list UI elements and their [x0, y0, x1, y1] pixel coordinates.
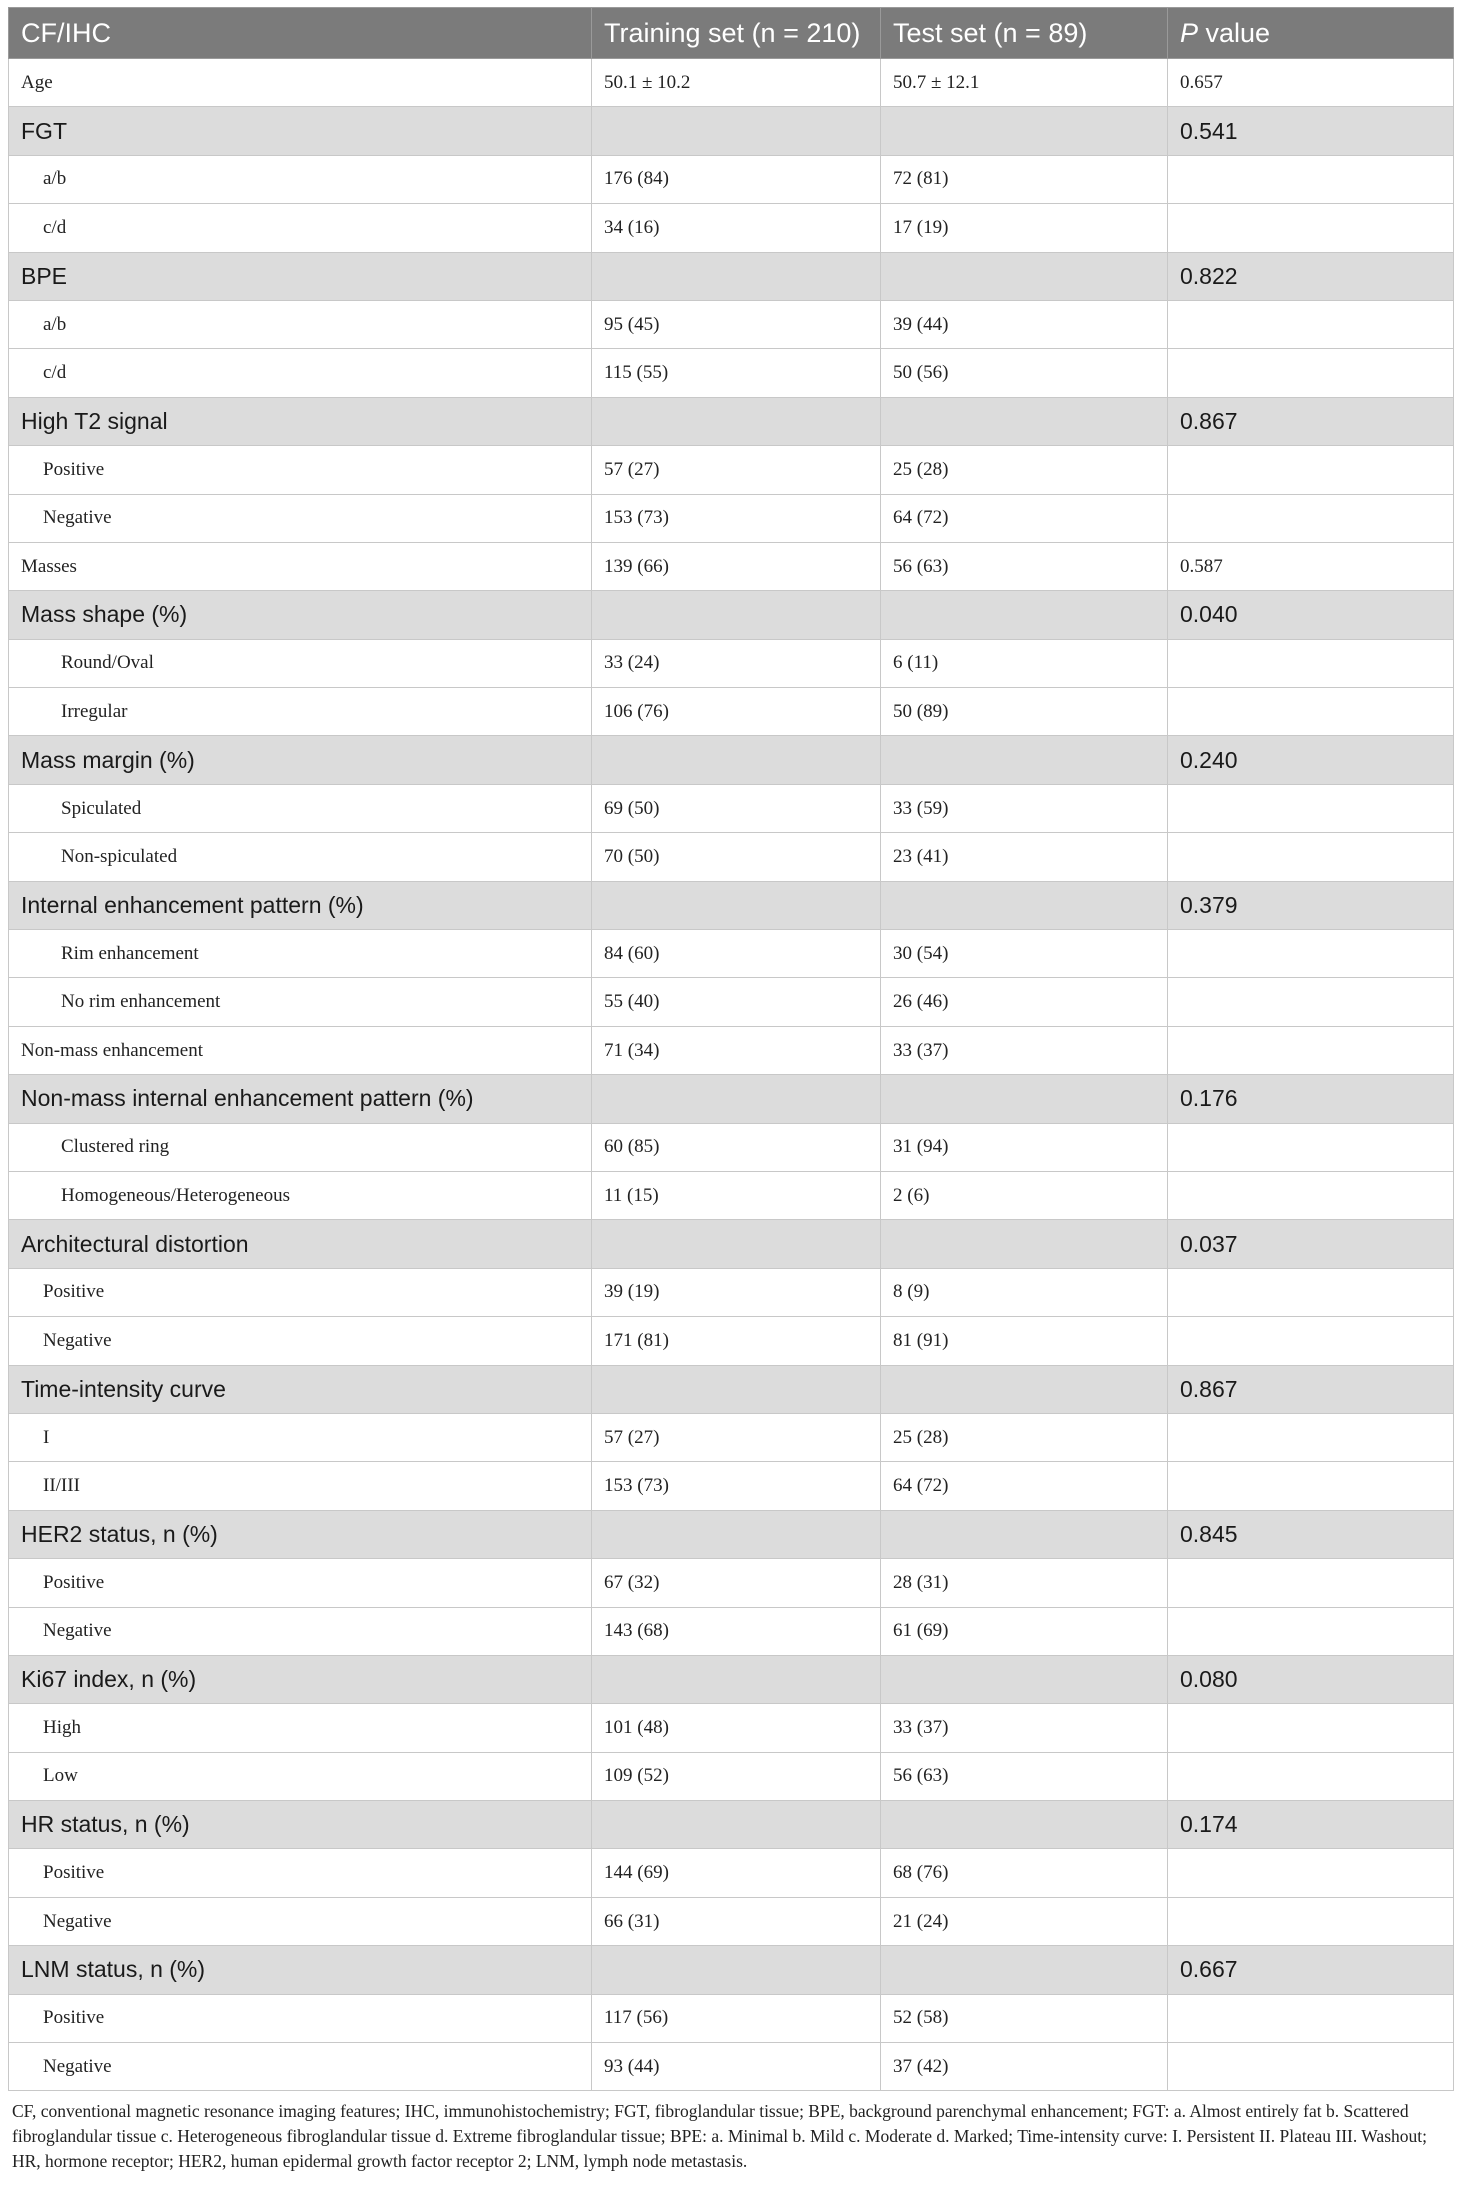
table-container — [8, 7, 1453, 2174]
test-set-value — [881, 1946, 1168, 1994]
p-value — [1168, 1559, 1454, 1607]
row-label: a/b — [9, 155, 592, 203]
test-set-value: 56 (63) — [881, 542, 1168, 590]
row-label: Non-mass enhancement — [9, 1026, 592, 1074]
p-value — [1168, 639, 1454, 687]
training-set-value: 34 (16) — [592, 204, 881, 252]
table-section-row — [9, 1801, 1454, 1849]
table-row — [9, 1123, 1454, 1171]
table-row — [9, 1849, 1454, 1897]
p-value: 0.176 — [1168, 1075, 1454, 1123]
p-value — [1168, 494, 1454, 542]
table-section-row — [9, 1655, 1454, 1703]
p-value: 0.587 — [1168, 542, 1454, 590]
p-value — [1168, 1026, 1454, 1074]
training-set-value: 106 (76) — [592, 688, 881, 736]
p-value: 0.867 — [1168, 397, 1454, 445]
test-set-value: 17 (19) — [881, 204, 1168, 252]
training-set-value — [592, 1801, 881, 1849]
table-row — [9, 2043, 1454, 2091]
row-label: I — [9, 1413, 592, 1461]
row-label: Positive — [9, 1849, 592, 1897]
training-set-value: 33 (24) — [592, 639, 881, 687]
row-label: LNM status, n (%) — [9, 1946, 592, 1994]
table-section-row — [9, 591, 1454, 639]
table-section-row — [9, 1365, 1454, 1413]
table-row — [9, 59, 1454, 107]
row-label: Negative — [9, 2043, 592, 2091]
p-value — [1168, 1849, 1454, 1897]
test-set-value: 30 (54) — [881, 930, 1168, 978]
row-label: HR status, n (%) — [9, 1801, 592, 1849]
test-set-value: 64 (72) — [881, 494, 1168, 542]
training-set-value: 57 (27) — [592, 1413, 881, 1461]
row-label: Mass margin (%) — [9, 736, 592, 784]
training-set-value — [592, 1510, 881, 1558]
test-set-value: 26 (46) — [881, 978, 1168, 1026]
row-label: Rim enhancement — [9, 930, 592, 978]
p-value: 0.541 — [1168, 107, 1454, 155]
table-row — [9, 1897, 1454, 1945]
row-label: Round/Oval — [9, 639, 592, 687]
row-label: Low — [9, 1752, 592, 1800]
p-value — [1168, 1123, 1454, 1171]
p-value-suffix: value — [1198, 17, 1271, 48]
p-value — [1168, 930, 1454, 978]
test-set-value: 37 (42) — [881, 2043, 1168, 2091]
training-set-value — [592, 591, 881, 639]
p-value — [1168, 1413, 1454, 1461]
row-label: Negative — [9, 1897, 592, 1945]
p-value: 0.037 — [1168, 1220, 1454, 1268]
table-row — [9, 1607, 1454, 1655]
p-value: 0.822 — [1168, 252, 1454, 300]
table-row — [9, 639, 1454, 687]
p-value — [1168, 1317, 1454, 1365]
training-set-value: 84 (60) — [592, 930, 881, 978]
row-label: Age — [9, 59, 592, 107]
row-label: FGT — [9, 107, 592, 155]
training-set-value: 66 (31) — [592, 1897, 881, 1945]
row-label: II/III — [9, 1462, 592, 1510]
p-value — [1168, 1994, 1454, 2042]
p-value — [1168, 349, 1454, 397]
test-set-value — [881, 1075, 1168, 1123]
row-label: Internal enhancement pattern (%) — [9, 881, 592, 929]
table-row — [9, 446, 1454, 494]
row-label: Ki67 index, n (%) — [9, 1655, 592, 1703]
row-label: HER2 status, n (%) — [9, 1510, 592, 1558]
table-row — [9, 349, 1454, 397]
test-set-value — [881, 1655, 1168, 1703]
training-set-value: 153 (73) — [592, 494, 881, 542]
test-set-value — [881, 1510, 1168, 1558]
row-label: Clustered ring — [9, 1123, 592, 1171]
test-set-value: 21 (24) — [881, 1897, 1168, 1945]
table-row — [9, 1171, 1454, 1219]
table-section-row — [9, 1075, 1454, 1123]
training-set-value: 39 (19) — [592, 1268, 881, 1316]
row-label: Positive — [9, 1994, 592, 2042]
test-set-value: 50.7 ± 12.1 — [881, 59, 1168, 107]
training-set-value: 11 (15) — [592, 1171, 881, 1219]
test-set-value: 56 (63) — [881, 1752, 1168, 1800]
p-value — [1168, 784, 1454, 832]
table-row — [9, 1704, 1454, 1752]
p-value: 0.867 — [1168, 1365, 1454, 1413]
test-set-value: 50 (89) — [881, 688, 1168, 736]
p-value: 0.080 — [1168, 1655, 1454, 1703]
training-set-value: 143 (68) — [592, 1607, 881, 1655]
test-set-value: 50 (56) — [881, 349, 1168, 397]
training-set-value: 95 (45) — [592, 300, 881, 348]
test-set-value: 52 (58) — [881, 1994, 1168, 2042]
training-set-value — [592, 397, 881, 445]
training-set-value: 70 (50) — [592, 833, 881, 881]
test-set-value — [881, 1365, 1168, 1413]
training-set-value: 69 (50) — [592, 784, 881, 832]
row-label: Mass shape (%) — [9, 591, 592, 639]
row-label: High T2 signal — [9, 397, 592, 445]
training-set-value: 60 (85) — [592, 1123, 881, 1171]
table-row — [9, 688, 1454, 736]
test-set-value — [881, 252, 1168, 300]
p-value — [1168, 1752, 1454, 1800]
p-value — [1168, 204, 1454, 252]
training-set-value: 67 (32) — [592, 1559, 881, 1607]
table-section-row — [9, 1946, 1454, 1994]
p-value — [1168, 978, 1454, 1026]
row-label: Positive — [9, 1268, 592, 1316]
row-label: Negative — [9, 1317, 592, 1365]
row-label: BPE — [9, 252, 592, 300]
training-set-value: 101 (48) — [592, 1704, 881, 1752]
training-set-value: 57 (27) — [592, 446, 881, 494]
table-section-row — [9, 736, 1454, 784]
row-label: Homogeneous/Heterogeneous — [9, 1171, 592, 1219]
p-value — [1168, 688, 1454, 736]
test-set-value: 8 (9) — [881, 1268, 1168, 1316]
p-value: 0.040 — [1168, 591, 1454, 639]
row-label: Non-spiculated — [9, 833, 592, 881]
training-set-value: 176 (84) — [592, 155, 881, 203]
p-value — [1168, 833, 1454, 881]
p-value: 0.845 — [1168, 1510, 1454, 1558]
test-set-value: 39 (44) — [881, 300, 1168, 348]
table-section-row — [9, 881, 1454, 929]
test-set-value: 68 (76) — [881, 1849, 1168, 1897]
p-value — [1168, 155, 1454, 203]
test-set-value: 33 (37) — [881, 1026, 1168, 1074]
test-set-value — [881, 1220, 1168, 1268]
data-table — [8, 7, 1454, 2091]
p-value: 0.657 — [1168, 59, 1454, 107]
p-value: 0.240 — [1168, 736, 1454, 784]
column-header-test-set: Test set (n = 89) — [881, 8, 1168, 59]
table-row — [9, 204, 1454, 252]
test-set-value — [881, 1801, 1168, 1849]
table-section-row — [9, 397, 1454, 445]
test-set-value — [881, 107, 1168, 155]
training-set-value: 71 (34) — [592, 1026, 881, 1074]
p-value — [1168, 2043, 1454, 2091]
table-row — [9, 155, 1454, 203]
p-value — [1168, 1268, 1454, 1316]
table-section-row — [9, 1220, 1454, 1268]
table-row — [9, 1413, 1454, 1461]
test-set-value — [881, 591, 1168, 639]
p-value — [1168, 1704, 1454, 1752]
table-row — [9, 1268, 1454, 1316]
row-label: Time-intensity curve — [9, 1365, 592, 1413]
training-set-value: 171 (81) — [592, 1317, 881, 1365]
training-set-value: 93 (44) — [592, 2043, 881, 2091]
row-label: Negative — [9, 494, 592, 542]
training-set-value: 50.1 ± 10.2 — [592, 59, 881, 107]
table-section-row — [9, 252, 1454, 300]
p-value: 0.667 — [1168, 1946, 1454, 1994]
test-set-value: 64 (72) — [881, 1462, 1168, 1510]
table-row — [9, 1462, 1454, 1510]
p-value — [1168, 1607, 1454, 1655]
row-label: Positive — [9, 1559, 592, 1607]
p-value: 0.174 — [1168, 1801, 1454, 1849]
test-set-value — [881, 736, 1168, 784]
test-set-value: 81 (91) — [881, 1317, 1168, 1365]
table-row — [9, 978, 1454, 1026]
training-set-value: 139 (66) — [592, 542, 881, 590]
p-value: 0.379 — [1168, 881, 1454, 929]
row-label: No rim enhancement — [9, 978, 592, 1026]
row-label: High — [9, 1704, 592, 1752]
training-set-value: 55 (40) — [592, 978, 881, 1026]
table-section-row — [9, 1510, 1454, 1558]
table-footnote: CF, conventional magnetic resonance imaging features; IHC, immunohistochemistry; FGT, fibroglandular tissue; BPE, background parenchymal enhancement; FGT: a. Almost entirely fat b. Scattered fibroglandular tissue c. Heterogeneous fibroglandular tissue d. Extreme fibroglandular tissue; BPE: a. Minimal b. Mild c. Moderate d. Marked; Time-intensity curve: I. Persistent II. Plateau III. Washout; HR, hormone receptor; HER2, human epidermal growth factor receptor 2; LNM, lymph node metastasis. — [12, 2101, 1427, 2172]
test-set-value: 31 (94) — [881, 1123, 1168, 1171]
table-row — [9, 300, 1454, 348]
table-row — [9, 1026, 1454, 1074]
row-label: Positive — [9, 446, 592, 494]
column-header-p-value — [1168, 8, 1454, 59]
row-label: Irregular — [9, 688, 592, 736]
training-set-value — [592, 1220, 881, 1268]
test-set-value — [881, 397, 1168, 445]
row-label: c/d — [9, 204, 592, 252]
training-set-value — [592, 736, 881, 784]
test-set-value: 33 (37) — [881, 1704, 1168, 1752]
training-set-value: 115 (55) — [592, 349, 881, 397]
table-row — [9, 494, 1454, 542]
test-set-value: 61 (69) — [881, 1607, 1168, 1655]
test-set-value: 25 (28) — [881, 1413, 1168, 1461]
column-header-training-set: Training set (n = 210) — [592, 8, 881, 59]
table-row — [9, 542, 1454, 590]
row-label: Spiculated — [9, 784, 592, 832]
training-set-value: 117 (56) — [592, 1994, 881, 2042]
row-label: c/d — [9, 349, 592, 397]
table-header-row — [9, 8, 1454, 59]
table-row — [9, 1752, 1454, 1800]
p-value — [1168, 300, 1454, 348]
test-set-value: 6 (11) — [881, 639, 1168, 687]
test-set-value: 23 (41) — [881, 833, 1168, 881]
table-row — [9, 930, 1454, 978]
row-label: Architectural distortion — [9, 1220, 592, 1268]
training-set-value: 144 (69) — [592, 1849, 881, 1897]
table-section-row — [9, 107, 1454, 155]
test-set-value: 2 (6) — [881, 1171, 1168, 1219]
table-row — [9, 1317, 1454, 1365]
training-set-value: 153 (73) — [592, 1462, 881, 1510]
p-value — [1168, 1462, 1454, 1510]
p-symbol: P — [1180, 17, 1199, 48]
test-set-value: 72 (81) — [881, 155, 1168, 203]
training-set-value — [592, 252, 881, 300]
table-row — [9, 784, 1454, 832]
row-label: a/b — [9, 300, 592, 348]
row-label: Non-mass internal enhancement pattern (%) — [9, 1075, 592, 1123]
training-set-value: 109 (52) — [592, 1752, 881, 1800]
p-value — [1168, 446, 1454, 494]
training-set-value — [592, 1946, 881, 1994]
row-label: Negative — [9, 1607, 592, 1655]
table-row — [9, 1994, 1454, 2042]
test-set-value: 28 (31) — [881, 1559, 1168, 1607]
training-set-value — [592, 1365, 881, 1413]
row-label: Masses — [9, 542, 592, 590]
p-value — [1168, 1897, 1454, 1945]
column-header-cf-ihc: CF/IHC — [9, 8, 592, 59]
p-value — [1168, 1171, 1454, 1219]
table-row — [9, 833, 1454, 881]
table-row — [9, 1559, 1454, 1607]
test-set-value: 25 (28) — [881, 446, 1168, 494]
training-set-value — [592, 107, 881, 155]
test-set-value: 33 (59) — [881, 784, 1168, 832]
training-set-value — [592, 1075, 881, 1123]
training-set-value — [592, 881, 881, 929]
test-set-value — [881, 881, 1168, 929]
training-set-value — [592, 1655, 881, 1703]
table-body — [9, 59, 1454, 2091]
